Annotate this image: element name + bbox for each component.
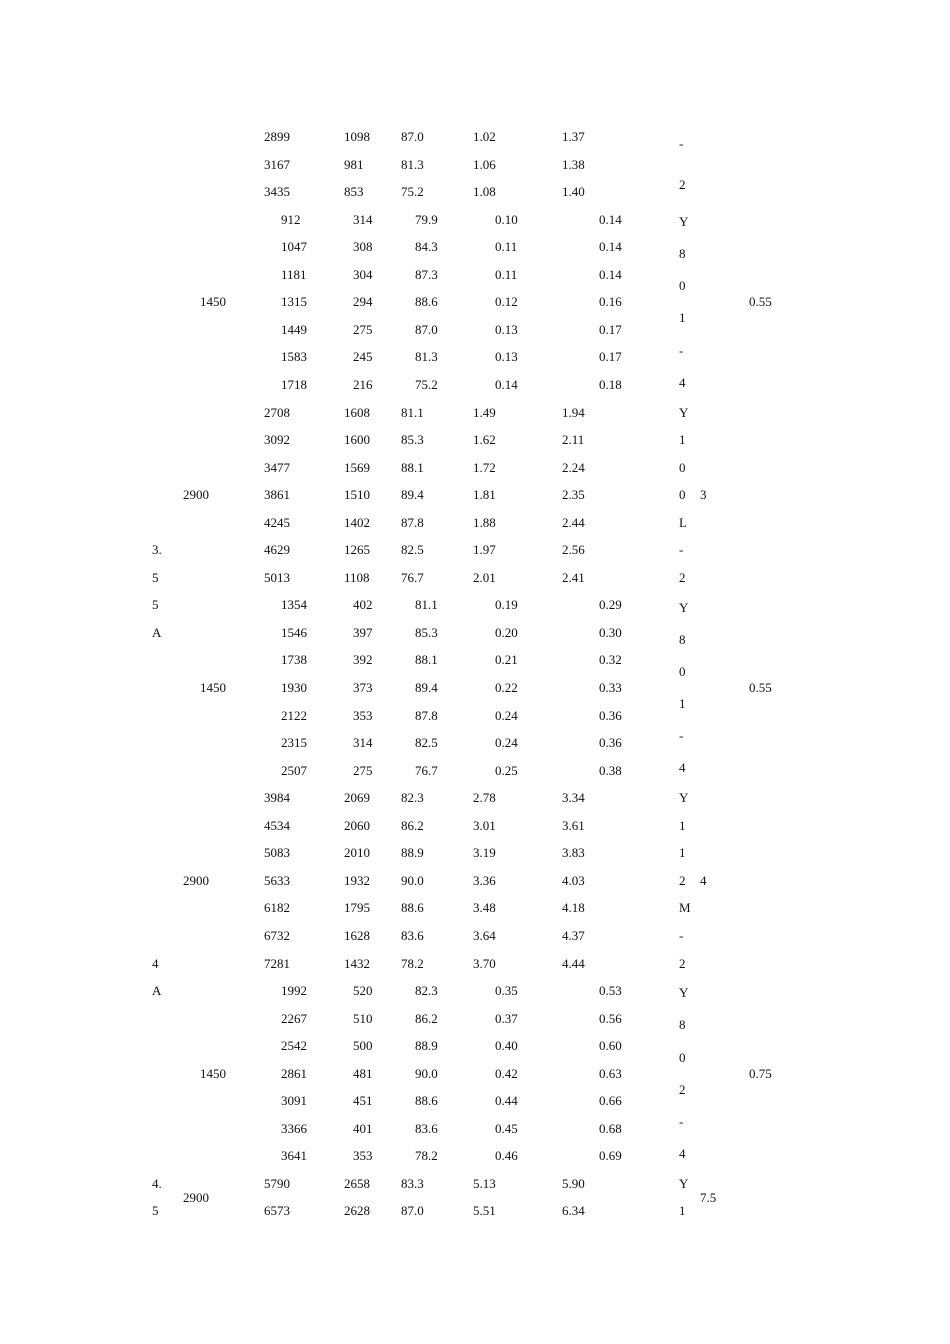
pump-size-char: 5 — [152, 597, 159, 613]
flow-cell: 3984 — [264, 790, 290, 806]
head-cell: 353 — [353, 1148, 373, 1164]
motor-model-char: - — [679, 135, 684, 151]
efficiency-cell: 87.8 — [401, 514, 424, 530]
shaft-power-cell: 1.81 — [473, 487, 496, 503]
motor-model-char: 0 — [679, 459, 686, 475]
motor-power-cell: 2.56 — [562, 542, 585, 558]
motor-model-char: 1 — [679, 696, 686, 712]
efficiency-cell: 78.2 — [415, 1148, 438, 1164]
head-cell: 853 — [344, 184, 364, 200]
motor-power-cell: 2.35 — [562, 487, 585, 503]
efficiency-cell: 81.1 — [401, 404, 424, 420]
efficiency-cell: 82.5 — [401, 542, 424, 558]
efficiency-cell: 85.3 — [401, 432, 424, 448]
motor-power-cell: 4.37 — [562, 927, 585, 943]
motor-model-char: 2 — [679, 955, 686, 971]
flow-cell: 1992 — [281, 983, 307, 999]
efficiency-cell: 76.7 — [401, 569, 424, 585]
speed-cell: 1450 — [200, 680, 226, 695]
shaft-power-cell: 0.12 — [495, 294, 518, 310]
motor-power-cell: 2.44 — [562, 514, 585, 530]
efficiency-cell: 87.0 — [401, 129, 424, 144]
efficiency-cell: 88.1 — [415, 652, 438, 668]
head-cell: 1402 — [344, 514, 370, 530]
motor-power-cell: 0.30 — [599, 624, 622, 640]
flow-cell: 3092 — [264, 432, 290, 448]
shaft-power-cell: 0.11 — [495, 266, 518, 282]
efficiency-cell: 90.0 — [401, 872, 424, 888]
shaft-power-cell: 0.25 — [495, 762, 518, 778]
efficiency-cell: 88.1 — [401, 459, 424, 475]
head-cell: 1265 — [344, 542, 370, 558]
flow-cell: 912 — [281, 211, 301, 227]
shaft-power-cell: 2.01 — [473, 569, 496, 585]
motor-model-char: 2 — [679, 177, 686, 193]
efficiency-cell: 88.9 — [415, 1038, 438, 1054]
flow-cell: 3641 — [281, 1148, 307, 1164]
flow-cell: 7281 — [264, 955, 290, 971]
efficiency-cell: 88.9 — [401, 845, 424, 861]
motor-power-cell: 0.53 — [599, 983, 622, 999]
shaft-power-cell: 0.14 — [495, 376, 518, 392]
head-cell: 294 — [353, 294, 373, 310]
shaft-power-cell: 5.13 — [473, 1175, 496, 1191]
motor-power-cell: 0.56 — [599, 1010, 622, 1026]
shaft-power-cell: 0.13 — [495, 349, 518, 365]
motor-power-cell: 0.68 — [599, 1120, 622, 1136]
efficiency-cell: 82.3 — [401, 790, 424, 806]
flow-cell: 3167 — [264, 156, 290, 172]
shaft-power-cell: 1.97 — [473, 542, 496, 558]
shaft-power-cell: 0.44 — [495, 1093, 518, 1109]
flow-cell: 3435 — [264, 184, 290, 200]
head-cell: 981 — [344, 156, 364, 172]
flow-cell: 5013 — [264, 569, 290, 585]
shaft-power-cell: 3.48 — [473, 900, 496, 916]
head-cell: 1795 — [344, 900, 370, 916]
head-cell: 1510 — [344, 487, 370, 503]
motor-power-cell: 0.29 — [599, 597, 622, 613]
motor-model-char: Y — [679, 599, 689, 615]
flow-cell: 3091 — [281, 1093, 307, 1109]
motor-power-cell: 0.16 — [599, 294, 622, 310]
motor-model-char: 0 — [679, 278, 686, 294]
motor-model-char: 4 — [679, 374, 686, 390]
head-cell: 2010 — [344, 845, 370, 861]
head-cell: 275 — [353, 762, 373, 778]
efficiency-cell: 75.2 — [401, 184, 424, 200]
motor-power-cell: 0.14 — [599, 266, 622, 282]
motor-power-cell: 0.17 — [599, 349, 622, 365]
efficiency-cell: 87.0 — [415, 321, 438, 337]
motor-model-char: - — [679, 728, 684, 744]
motor-power-cell: 3.34 — [562, 790, 585, 806]
efficiency-cell: 88.6 — [401, 900, 424, 916]
motor-model-char: 1 — [679, 845, 686, 861]
shaft-power-cell: 0.10 — [495, 211, 518, 227]
shaft-power-cell: 1.49 — [473, 404, 496, 420]
shaft-power-cell: 5.51 — [473, 1203, 496, 1219]
motor-power-cell: 6.34 — [562, 1203, 585, 1219]
motor-model-char: Y — [679, 1175, 689, 1191]
motor-power-cell: 0.69 — [599, 1148, 622, 1164]
shaft-power-cell: 1.02 — [473, 129, 496, 144]
motor-power-cell: 2.41 — [562, 569, 585, 585]
flow-cell: 6182 — [264, 900, 290, 916]
speed-cell: 1450 — [200, 1065, 226, 1081]
motor-model-char: 0 — [679, 1049, 686, 1065]
shaft-power-cell: 0.19 — [495, 597, 518, 613]
head-cell: 392 — [353, 652, 373, 668]
shaft-power-cell: 3.36 — [473, 872, 496, 888]
flow-cell: 6732 — [264, 927, 290, 943]
flow-cell: 1718 — [281, 376, 307, 392]
shaft-power-cell: 1.62 — [473, 432, 496, 448]
shaft-power-cell: 3.70 — [473, 955, 496, 971]
motor-power-cell: 4.44 — [562, 955, 585, 971]
efficiency-cell: 81.3 — [401, 156, 424, 172]
flow-cell: 4245 — [264, 514, 290, 530]
motor-model-char: 0 — [679, 663, 686, 679]
shaft-power-cell: 0.42 — [495, 1065, 518, 1081]
speed-cell: 2900 — [183, 872, 209, 888]
flow-cell: 2122 — [281, 707, 307, 723]
shaft-power-cell: 1.06 — [473, 156, 496, 172]
shaft-power-cell: 1.88 — [473, 514, 496, 530]
efficiency-cell: 76.7 — [415, 762, 438, 778]
shaft-power-cell: 2.78 — [473, 790, 496, 806]
motor-power-cell: 0.18 — [599, 376, 622, 392]
head-cell: 402 — [353, 597, 373, 613]
head-cell: 216 — [353, 376, 373, 392]
flow-cell: 3366 — [281, 1120, 307, 1136]
head-cell: 304 — [353, 266, 373, 282]
flow-cell: 1449 — [281, 321, 307, 337]
flow-cell: 2507 — [281, 762, 307, 778]
rated-power-cell: 4 — [700, 872, 707, 888]
motor-model-char: Y — [679, 404, 689, 420]
flow-cell: 3861 — [264, 487, 290, 503]
speed-cell: 2900 — [183, 487, 209, 503]
pump-size-char: 4. — [152, 1175, 162, 1191]
flow-cell: 1181 — [281, 266, 307, 282]
head-cell: 401 — [353, 1120, 373, 1136]
efficiency-cell: 81.1 — [415, 597, 438, 613]
head-cell: 1432 — [344, 955, 370, 971]
motor-model-char: - — [679, 542, 684, 558]
head-cell: 481 — [353, 1065, 373, 1081]
efficiency-cell: 85.3 — [415, 624, 438, 640]
flow-cell: 1047 — [281, 239, 307, 255]
efficiency-cell: 83.6 — [401, 927, 424, 943]
motor-model-char: 4 — [679, 760, 686, 776]
efficiency-cell: 86.2 — [415, 1010, 438, 1026]
motor-model-char: L — [679, 514, 687, 530]
motor-power-cell: 2.11 — [562, 432, 585, 448]
motor-power-cell: 0.14 — [599, 239, 622, 255]
motor-model-char: 2 — [679, 1081, 686, 1097]
motor-model-char: M — [679, 900, 691, 916]
flow-cell: 1315 — [281, 294, 307, 310]
efficiency-cell: 87.8 — [415, 707, 438, 723]
efficiency-cell: 83.3 — [401, 1175, 424, 1191]
motor-model-char: 4 — [679, 1146, 686, 1162]
flow-cell: 4534 — [264, 817, 290, 833]
motor-model-char: 2 — [679, 872, 686, 888]
shaft-power-cell: 3.64 — [473, 927, 496, 943]
head-cell: 2060 — [344, 817, 370, 833]
flow-cell: 2861 — [281, 1065, 307, 1081]
shaft-power-cell: 0.13 — [495, 321, 518, 337]
shaft-power-cell: 0.24 — [495, 707, 518, 723]
efficiency-cell: 78.2 — [401, 955, 424, 971]
motor-power-cell: 0.66 — [599, 1093, 622, 1109]
motor-power-cell: 1.38 — [562, 156, 585, 172]
head-cell: 275 — [353, 321, 373, 337]
shaft-power-cell: 0.35 — [495, 983, 518, 999]
efficiency-cell: 83.6 — [415, 1120, 438, 1136]
motor-power-cell: 0.60 — [599, 1038, 622, 1054]
head-cell: 1108 — [344, 569, 370, 585]
head-cell: 520 — [353, 983, 373, 999]
shaft-power-cell: 3.01 — [473, 817, 496, 833]
efficiency-cell: 84.3 — [415, 239, 438, 255]
flow-cell: 1583 — [281, 349, 307, 365]
flow-cell: 6573 — [264, 1203, 290, 1219]
motor-power-cell: 0.36 — [599, 707, 622, 723]
motor-power-cell: 4.18 — [562, 900, 585, 916]
pump-size-char: A — [152, 983, 162, 999]
efficiency-cell: 89.4 — [401, 487, 424, 503]
efficiency-cell: 81.3 — [415, 349, 438, 365]
shaft-power-cell: 0.22 — [495, 680, 518, 695]
rated-power-cell: 0.75 — [749, 1065, 772, 1081]
efficiency-cell: 90.0 — [415, 1065, 438, 1081]
motor-power-cell: 0.38 — [599, 762, 622, 778]
shaft-power-cell: 0.40 — [495, 1038, 518, 1054]
pump-size-char: 5 — [152, 569, 159, 585]
efficiency-cell: 88.6 — [415, 1093, 438, 1109]
pump-size-char: 3. — [152, 542, 162, 558]
flow-cell: 3477 — [264, 459, 290, 475]
motor-model-char: 8 — [679, 1017, 686, 1033]
efficiency-cell: 88.6 — [415, 294, 438, 310]
efficiency-cell: 75.2 — [415, 376, 438, 392]
efficiency-cell: 79.9 — [415, 211, 438, 227]
flow-cell: 1738 — [281, 652, 307, 668]
speed-cell: 2900 — [183, 1189, 209, 1205]
motor-power-cell: 0.33 — [599, 680, 622, 695]
head-cell: 1098 — [344, 129, 370, 144]
head-cell: 1569 — [344, 459, 370, 475]
flow-cell: 2542 — [281, 1038, 307, 1054]
head-cell: 353 — [353, 707, 373, 723]
motor-model-char: 1 — [679, 1203, 686, 1219]
motor-power-cell: 0.17 — [599, 321, 622, 337]
motor-power-cell: 4.03 — [562, 872, 585, 888]
motor-power-cell: 5.90 — [562, 1175, 585, 1191]
head-cell: 308 — [353, 239, 373, 255]
shaft-power-cell: 0.24 — [495, 735, 518, 751]
pump-size-char: 5 — [152, 1203, 159, 1219]
head-cell: 2628 — [344, 1203, 370, 1219]
motor-power-cell: 3.83 — [562, 845, 585, 861]
rated-power-cell: 0.55 — [749, 294, 772, 310]
rated-power-cell: 0.55 — [749, 680, 772, 695]
shaft-power-cell: 0.11 — [495, 239, 518, 255]
efficiency-cell: 87.0 — [401, 1203, 424, 1219]
shaft-power-cell: 1.08 — [473, 184, 496, 200]
motor-power-cell: 0.14 — [599, 211, 622, 227]
shaft-power-cell: 1.72 — [473, 459, 496, 475]
motor-model-char: Y — [679, 790, 689, 806]
motor-model-char: 1 — [679, 432, 686, 448]
head-cell: 373 — [353, 680, 373, 695]
motor-power-cell: 2.24 — [562, 459, 585, 475]
head-cell: 1932 — [344, 872, 370, 888]
efficiency-cell: 86.2 — [401, 817, 424, 833]
speed-cell: 1450 — [200, 294, 226, 310]
motor-model-char: 1 — [679, 817, 686, 833]
motor-power-cell: 1.37 — [562, 129, 585, 144]
motor-model-char: 8 — [679, 246, 686, 262]
motor-model-char: 2 — [679, 569, 686, 585]
motor-model-char: 1 — [679, 310, 686, 326]
head-cell: 1608 — [344, 404, 370, 420]
head-cell: 2069 — [344, 790, 370, 806]
rated-power-cell: 3 — [700, 487, 707, 503]
flow-cell: 1546 — [281, 624, 307, 640]
head-cell: 245 — [353, 349, 373, 365]
flow-cell: 2899 — [264, 129, 290, 144]
head-cell: 2658 — [344, 1175, 370, 1191]
head-cell: 451 — [353, 1093, 373, 1109]
flow-cell: 2267 — [281, 1010, 307, 1026]
motor-model-char: - — [679, 1113, 684, 1129]
motor-model-char: Y — [679, 985, 689, 1001]
flow-cell: 4629 — [264, 542, 290, 558]
head-cell: 510 — [353, 1010, 373, 1026]
motor-model-char: 8 — [679, 631, 686, 647]
pump-size-char: 4 — [152, 955, 159, 971]
head-cell: 500 — [353, 1038, 373, 1054]
motor-power-cell: 0.63 — [599, 1065, 622, 1081]
motor-power-cell: 0.32 — [599, 652, 622, 668]
efficiency-cell: 82.5 — [415, 735, 438, 751]
head-cell: 1600 — [344, 432, 370, 448]
shaft-power-cell: 3.19 — [473, 845, 496, 861]
head-cell: 314 — [353, 211, 373, 227]
flow-cell: 5633 — [264, 872, 290, 888]
shaft-power-cell: 0.21 — [495, 652, 518, 668]
motor-power-cell: 3.61 — [562, 817, 585, 833]
head-cell: 397 — [353, 624, 373, 640]
motor-model-char: - — [679, 927, 684, 943]
shaft-power-cell: 0.46 — [495, 1148, 518, 1164]
efficiency-cell: 87.3 — [415, 266, 438, 282]
motor-power-cell: 1.94 — [562, 404, 585, 420]
motor-model-char: - — [679, 342, 684, 358]
motor-model-char: 0 — [679, 487, 686, 503]
flow-cell: 2315 — [281, 735, 307, 751]
flow-cell: 1354 — [281, 597, 307, 613]
head-cell: 314 — [353, 735, 373, 751]
flow-cell: 1930 — [281, 680, 307, 695]
motor-model-char: Y — [679, 213, 689, 229]
shaft-power-cell: 0.37 — [495, 1010, 518, 1026]
shaft-power-cell: 0.45 — [495, 1120, 518, 1136]
pump-size-char: A — [152, 624, 162, 640]
motor-power-cell: 0.36 — [599, 735, 622, 751]
flow-cell: 5083 — [264, 845, 290, 861]
efficiency-cell: 89.4 — [415, 680, 438, 695]
shaft-power-cell: 0.20 — [495, 624, 518, 640]
efficiency-cell: 82.3 — [415, 983, 438, 999]
flow-cell: 5790 — [264, 1175, 290, 1191]
rated-power-cell: 7.5 — [700, 1189, 717, 1205]
motor-power-cell: 1.40 — [562, 184, 585, 200]
head-cell: 1628 — [344, 927, 370, 943]
flow-cell: 2708 — [264, 404, 290, 420]
